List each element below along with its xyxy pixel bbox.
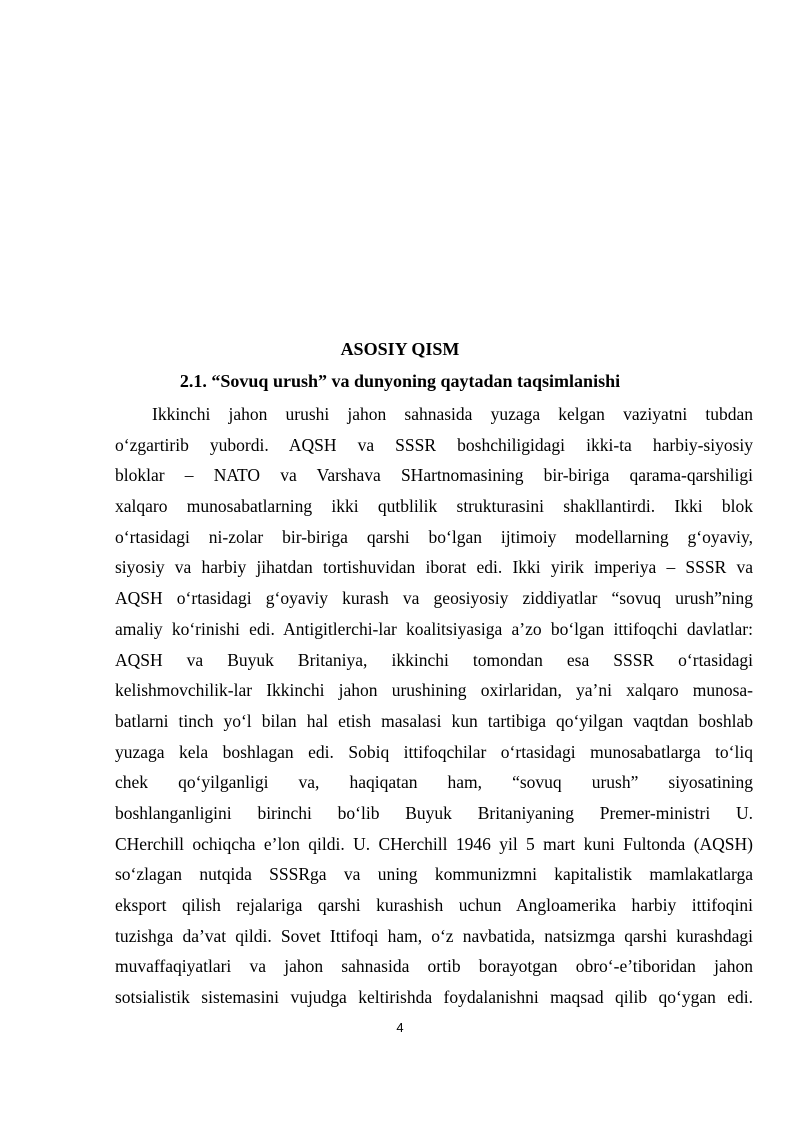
paragraph-line: AQSH o‘rtasidagi g‘oyaviy kurash va geosiyosiy ziddiyatlar “sovuq urush”ning [115,588,753,609]
paragraph-line: xalqaro munosabatlarning ikki qutblilik strukturasini shakllantirdi. Ikki blok [115,496,753,517]
paragraph-line: CHerchill ochiqcha e’lon qildi. U. CHerchill 1946 yil 5 mart kuni Fultonda (AQSH) [115,833,753,854]
paragraph-line: boshlanganligini birinchi bo‘lib Buyuk Britaniyaning Premer-ministri U. [115,802,753,823]
paragraph-line: yuzaga kela boshlagan edi. Sobiq ittifoqchilar o‘rtasidagi munosabatlarga to‘liq [115,741,753,762]
paragraph-line: muvaffaqiyatlari va jahon sahnasida ortib borayotgan obro‘-e’tiboridan jahon [115,956,753,977]
paragraph-line: amaliy ko‘rinishi edi. Antigitlerchi-lar koalitsiyasiga a’zo bo‘lgan ittifoqchi davlatlar: [115,618,753,639]
paragraph-line: o‘zgartirib yubordi. AQSH va SSSR boshchiligidagi ikki-ta harbiy-siyosiy [115,434,753,455]
paragraph-line: batlarni tinch yo‘l bilan hal etish masalasi kun tartibiga qo‘yilgan vaqtdan boshlab [115,710,753,731]
paragraph-line: siyosiy va harbiy jihatdan tortishuvidan iborat edi. Ikki yirik imperiya – SSSR va [115,557,753,578]
paragraph-line: Ikkinchi jahon urushi jahon sahnasida yuzaga kelgan vaziyatni tubdan [152,404,753,424]
paragraph-line: bloklar – NATO va Varshava SHartnomasining bir-biriga qarama-qarshiligi [115,465,753,486]
paragraph-line: chek qo‘yilganligi va, haqiqatan ham, “sovuq urush” siyosatining [115,772,753,793]
subsection-title: 2.1. “Sovuq urush” va dunyoning qaytadan taqsimlanishi [179,371,621,391]
paragraph-line: tuzishga da’vat qildi. Sovet Ittifoqi ham, o‘z navbatida, natsizmga qarshi kurashdagi [115,925,753,946]
section-title: ASOSIY QISM [340,339,460,359]
body-paragraph [115,399,753,1013]
paragraph-line: AQSH va Buyuk Britaniya, ikkinchi tomondan esa SSSR o‘rtasidagi [115,649,753,670]
paragraph-line: sotsialistik sistemasini vujudga keltirishda foydalanishni maqsad qilib qo‘ygan edi. [115,987,753,1008]
paragraph-line: so‘zlagan nutqida SSSRga va uning kommunizmni kapitalistik mamlakatlarga [115,864,753,885]
page-number: 4 [396,1020,404,1035]
paragraph-line: o‘rtasidagi ni-zolar bir-biriga qarshi bo‘lgan ijtimoiy modellarning g‘oyaviy, [115,526,753,547]
paragraph-line: kelishmovchilik-lar Ikkinchi jahon urushining oxirlaridan, ya’ni xalqaro munosa- [115,680,753,701]
paragraph-line: eksport qilish rejalariga qarshi kurashish uchun Angloamerika harbiy ittifoqini [115,895,753,915]
